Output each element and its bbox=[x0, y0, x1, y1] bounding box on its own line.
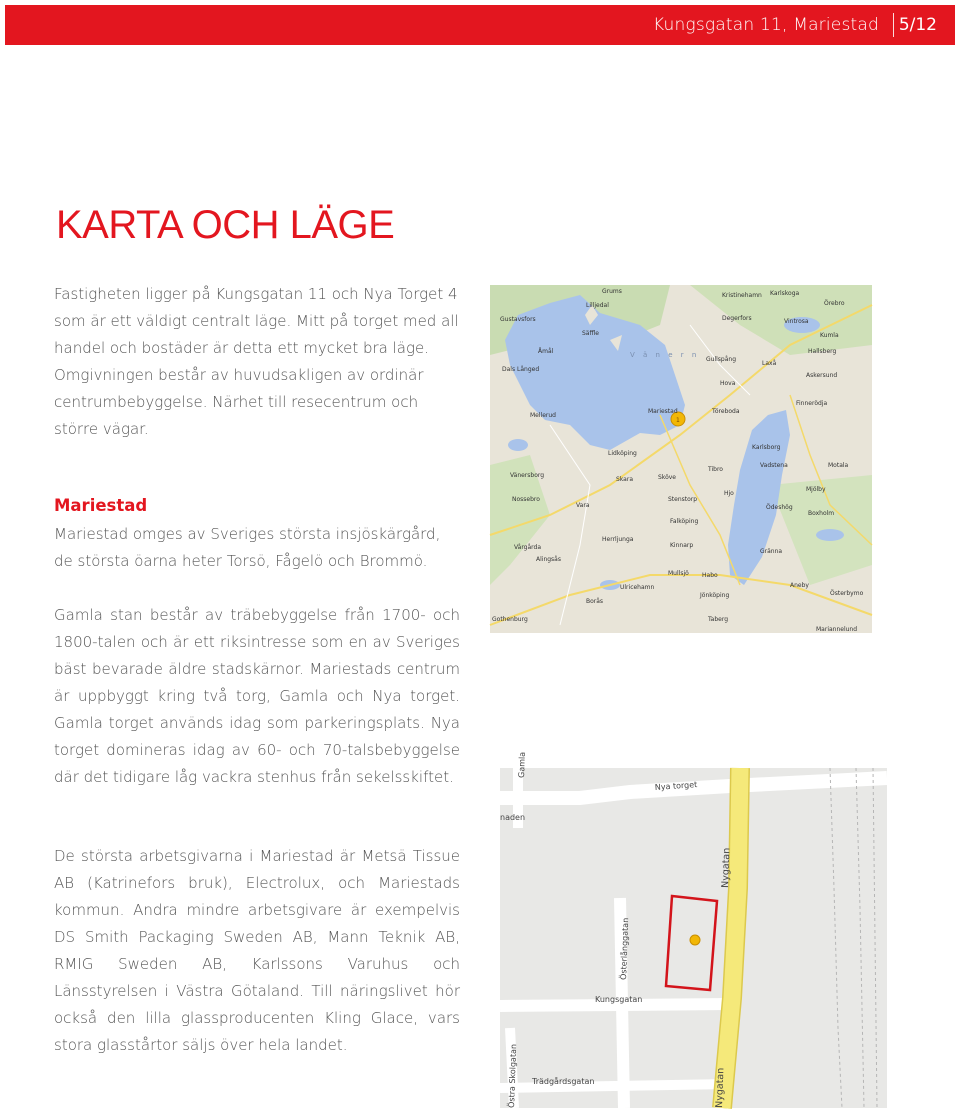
page-title: KARTA OCH LÄGE bbox=[56, 203, 395, 247]
svg-text:Kristinehamn: Kristinehamn bbox=[722, 292, 762, 299]
svg-text:Habo: Habo bbox=[702, 572, 718, 579]
svg-text:Motala: Motala bbox=[828, 462, 849, 469]
street-label-kungsgatan: Kungsgatan bbox=[595, 995, 643, 1004]
svg-text:Borås: Borås bbox=[586, 598, 604, 605]
svg-text:Nossebro: Nossebro bbox=[512, 496, 540, 503]
svg-text:Gustavsfors: Gustavsfors bbox=[500, 316, 536, 323]
street-label-naden: naden bbox=[500, 813, 526, 822]
svg-text:Skara: Skara bbox=[616, 476, 633, 483]
svg-text:Ulricehamn: Ulricehamn bbox=[620, 584, 655, 591]
svg-text:Säffle: Säffle bbox=[582, 330, 599, 337]
svg-text:Åmål: Åmål bbox=[538, 348, 554, 355]
header-bar bbox=[5, 5, 955, 45]
region-map-graphic bbox=[490, 285, 872, 633]
employers-paragraph: De största arbetsgivarna i Mariestad är Metsä Tissue AB (Katrinefors bruk), Electrolux, och Mariestads kommun. Andra mindre arbetsgivare är exempelvis DS Smith Packaging Sweden AB, Mann Teknik AB, RMIG Sweden AB, Karlssons Varuhus och Länsstyrelsen i Västra Götaland. Till näringslivet hör också den lilla glassproducenten Kling Glace, vars stora glasstårtor säljs över hela landet. bbox=[54, 847, 460, 1054]
svg-text:Mellerud: Mellerud bbox=[530, 412, 556, 419]
svg-text:Alingsås: Alingsås bbox=[536, 556, 561, 563]
header-divider bbox=[893, 13, 894, 37]
svg-text:Herrljunga: Herrljunga bbox=[602, 536, 634, 543]
svg-text:Lidköping: Lidköping bbox=[608, 450, 637, 457]
svg-text:Aneby: Aneby bbox=[790, 582, 809, 589]
street-label-osterlanggatan: Österlånggatan bbox=[619, 917, 631, 981]
svg-text:Vintrosa: Vintrosa bbox=[784, 318, 809, 325]
svg-text:Lilljedal: Lilljedal bbox=[586, 302, 609, 309]
svg-text:Österbymo: Österbymo bbox=[830, 590, 864, 597]
street-label-gamla: Gamla bbox=[517, 751, 527, 779]
svg-text:V ä n e r n: V ä n e r n bbox=[630, 351, 700, 359]
svg-text:Laxå: Laxå bbox=[762, 360, 777, 367]
svg-text:Kumla: Kumla bbox=[820, 332, 839, 339]
svg-text:Gränna: Gränna bbox=[760, 548, 783, 555]
svg-text:Hallsberg: Hallsberg bbox=[808, 348, 837, 355]
svg-text:Dals Långed: Dals Långed bbox=[502, 366, 540, 373]
svg-text:Mjölby: Mjölby bbox=[806, 486, 826, 493]
svg-text:Finnerödja: Finnerödja bbox=[796, 400, 828, 407]
svg-text:Hjo: Hjo bbox=[724, 490, 734, 497]
svg-text:Vara: Vara bbox=[576, 502, 590, 509]
svg-text:Karlsborg: Karlsborg bbox=[752, 444, 781, 451]
street-label-ostra-skolgatan: Östra Skolgatan bbox=[507, 1043, 519, 1109]
street-map-graphic bbox=[500, 751, 887, 1109]
svg-text:Hova: Hova bbox=[720, 380, 736, 387]
svg-text:Mariannelund: Mariannelund bbox=[816, 626, 858, 633]
svg-text:Vadstena: Vadstena bbox=[760, 462, 788, 469]
region-map bbox=[490, 285, 872, 633]
svg-text:Falköping: Falköping bbox=[670, 518, 699, 525]
header-address: Kungsgatan 11, Mariestad bbox=[652, 15, 879, 35]
svg-text:Boxholm: Boxholm bbox=[808, 510, 835, 517]
section-paragraph: Mariestad omges av Sveriges största insjöskärgård, de största öarna heter Torsö, Fågelö och Brommö. bbox=[54, 525, 441, 570]
svg-text:Jönköping: Jönköping bbox=[700, 592, 730, 599]
page-number: 5/12 bbox=[898, 15, 937, 35]
street-map bbox=[500, 751, 887, 1109]
svg-text:Mariestad: Mariestad bbox=[648, 408, 678, 415]
street-label-tradgardsgatan: Trädgårdsgatan bbox=[532, 1077, 595, 1086]
svg-text:Kinnarp: Kinnarp bbox=[670, 542, 694, 549]
svg-text:Grums: Grums bbox=[602, 288, 622, 295]
svg-text:Vänersborg: Vänersborg bbox=[510, 472, 545, 479]
svg-text:Askersund: Askersund bbox=[806, 372, 838, 379]
svg-text:Örebro: Örebro bbox=[824, 300, 845, 307]
history-paragraph: Gamla stan består av träbebyggelse från 1700- och 1800-talen och är ett riksintresse som en av Sveriges bäst bevarade äldre stadskärnor. Mariestads centrum är uppbyggt kring två torg, Gamla och Nya torget. Gamla torget används idag som parkeringsplats. Nya torget domineras idag av 60- och 70-talsbebyggelse där det tidigare låg vackra stenhus från sekelsskiftet. bbox=[54, 606, 460, 786]
svg-text:Taberg: Taberg bbox=[708, 616, 729, 623]
svg-text:Vårgårda: Vårgårda bbox=[514, 544, 542, 551]
street-label-nygatan-south: Nygatan bbox=[714, 1067, 727, 1109]
svg-text:Gothenburg: Gothenburg bbox=[492, 616, 528, 623]
svg-text:Sköve: Sköve bbox=[658, 474, 676, 481]
intro-paragraph: Fastigheten ligger på Kungsgatan 11 och Nya Torget 4 som är ett väldigt centralt läge. Mitt på torget med all handel och bostäder är detta ett mycket bra läge. Omgivningen består av huvudsakligen av ordinär centrumbebyggelse. Närhet till resecentrum och större vägar. bbox=[54, 285, 459, 438]
svg-text:1: 1 bbox=[676, 417, 680, 424]
svg-text:Degerfors: Degerfors bbox=[722, 315, 752, 322]
svg-text:Karlskoga: Karlskoga bbox=[770, 290, 800, 297]
svg-text:Tibro: Tibro bbox=[708, 466, 723, 473]
street-label-nya-torget: Nya torget bbox=[654, 780, 698, 792]
section-heading: Mariestad bbox=[54, 496, 148, 515]
svg-text:Töreboda: Töreboda bbox=[712, 408, 740, 415]
street-label-nygatan: Nygatan bbox=[720, 847, 733, 889]
svg-text:Gullspång: Gullspång bbox=[706, 356, 737, 363]
svg-text:Stenstorp: Stenstorp bbox=[668, 496, 698, 503]
svg-text:Mullsjö: Mullsjö bbox=[668, 570, 689, 577]
svg-text:Ödeshög: Ödeshög bbox=[766, 504, 793, 511]
